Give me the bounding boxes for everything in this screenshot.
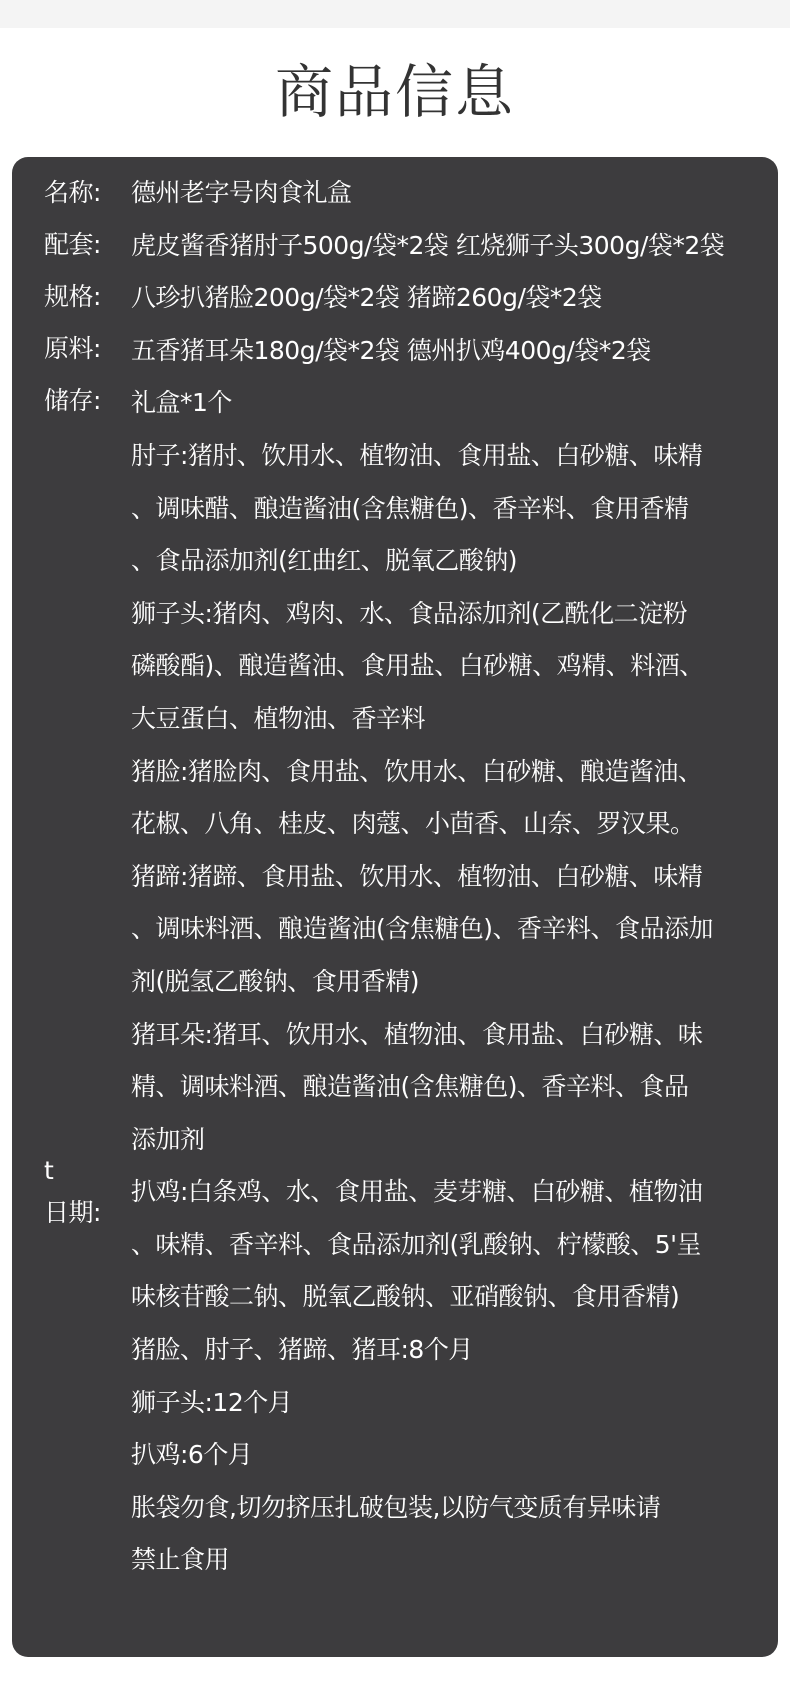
product-info-card <box>12 157 778 1657</box>
line-ingredients-trotter-2: 、调味料酒、酿造酱油(含焦糖色)、香辛料、食品添加 <box>131 914 714 944</box>
line-warning-2: 禁止食用 <box>131 1545 230 1575</box>
line-ingredients-chicken-1: 扒鸡:白条鸡、水、食用盐、麦芽糖、白砂糖、植物油 <box>131 1177 703 1207</box>
line-ingredients-elbow-2: 、调味醋、酿造酱油(含焦糖色)、香辛料、食用香精 <box>131 493 689 523</box>
top-strip <box>0 0 790 28</box>
line-ingredients-ear-3: 添加剂 <box>131 1124 205 1154</box>
line-ingredients-elbow-1: 肘子:猪肘、饮用水、植物油、食用盐、白砂糖、味精 <box>131 440 703 470</box>
line-ingredients-face-2: 花椒、八角、桂皮、肉蔻、小茴香、山奈、罗汉果。 <box>131 809 695 839</box>
line-ingredients-face-1: 猪脸:猪脸肉、食用盐、饮用水、白砂糖、酿造酱油、 <box>131 756 703 786</box>
info-content <box>131 167 756 1587</box>
line-ingredients-chicken-2: 、味精、香辛料、食品添加剂(乳酸钠、柠檬酸、5'呈 <box>131 1229 702 1259</box>
label-date: 日期: <box>44 1198 101 1227</box>
stray-char: t <box>44 1156 54 1185</box>
page-title: 商品信息 <box>274 58 515 126</box>
line-ingredients-meatball-1: 狮子头:猪肉、鸡肉、水、食品添加剂(乙酰化二淀粉 <box>131 598 688 628</box>
line-config-3: 五香猪耳朵180g/袋*2袋 德州扒鸡400g/袋*2袋 <box>131 335 651 365</box>
line-config-2: 八珍扒猪脸200g/袋*2袋 猪蹄260g/袋*2袋 <box>131 283 602 313</box>
line-gift-box: 礼盒*1个 <box>131 388 232 418</box>
line-shelf-life-2: 狮子头:12个月 <box>131 1387 293 1417</box>
line-ingredients-meatball-2: 磷酸酯)、酿造酱油、食用盐、白砂糖、鸡精、料酒、 <box>131 651 704 681</box>
label-material: 原料: <box>44 334 101 363</box>
label-storage: 储存: <box>44 386 101 415</box>
line-ingredients-ear-2: 精、调味料酒、酿造酱油(含焦糖色)、香辛料、食品 <box>131 1072 689 1102</box>
label-config: 配套: <box>44 230 101 259</box>
label-spec: 规格: <box>44 282 101 311</box>
line-ingredients-meatball-3: 大豆蛋白、植物油、香辛料 <box>131 703 426 733</box>
line-warning-1: 胀袋勿食,切勿挤压扎破包装,以防气变质有异味请 <box>131 1492 661 1522</box>
line-ingredients-trotter-3: 剂(脱氢乙酸钠、食用香精) <box>131 966 420 996</box>
line-ingredients-elbow-3: 、食品添加剂(红曲红、脱氧乙酸钠) <box>131 546 518 576</box>
line-shelf-life-1: 猪脸、肘子、猪蹄、猪耳:8个月 <box>131 1335 473 1365</box>
line-config-1: 虎皮酱香猪肘子500g/袋*2袋 红烧狮子头300g/袋*2袋 <box>131 230 725 260</box>
label-name: 名称: <box>44 178 101 207</box>
line-shelf-life-3: 扒鸡:6个月 <box>131 1440 253 1470</box>
line-ingredients-ear-1: 猪耳朵:猪耳、饮用水、植物油、食用盐、白砂糖、味 <box>131 1019 703 1049</box>
line-ingredients-trotter-1: 猪蹄:猪蹄、食用盐、饮用水、植物油、白砂糖、味精 <box>131 861 703 891</box>
line-product-name: 德州老字号肉食礼盒 <box>131 178 352 207</box>
line-ingredients-chicken-3: 味核苷酸二钠、脱氧乙酸钠、亚硝酸钠、食用香精) <box>131 1282 680 1312</box>
